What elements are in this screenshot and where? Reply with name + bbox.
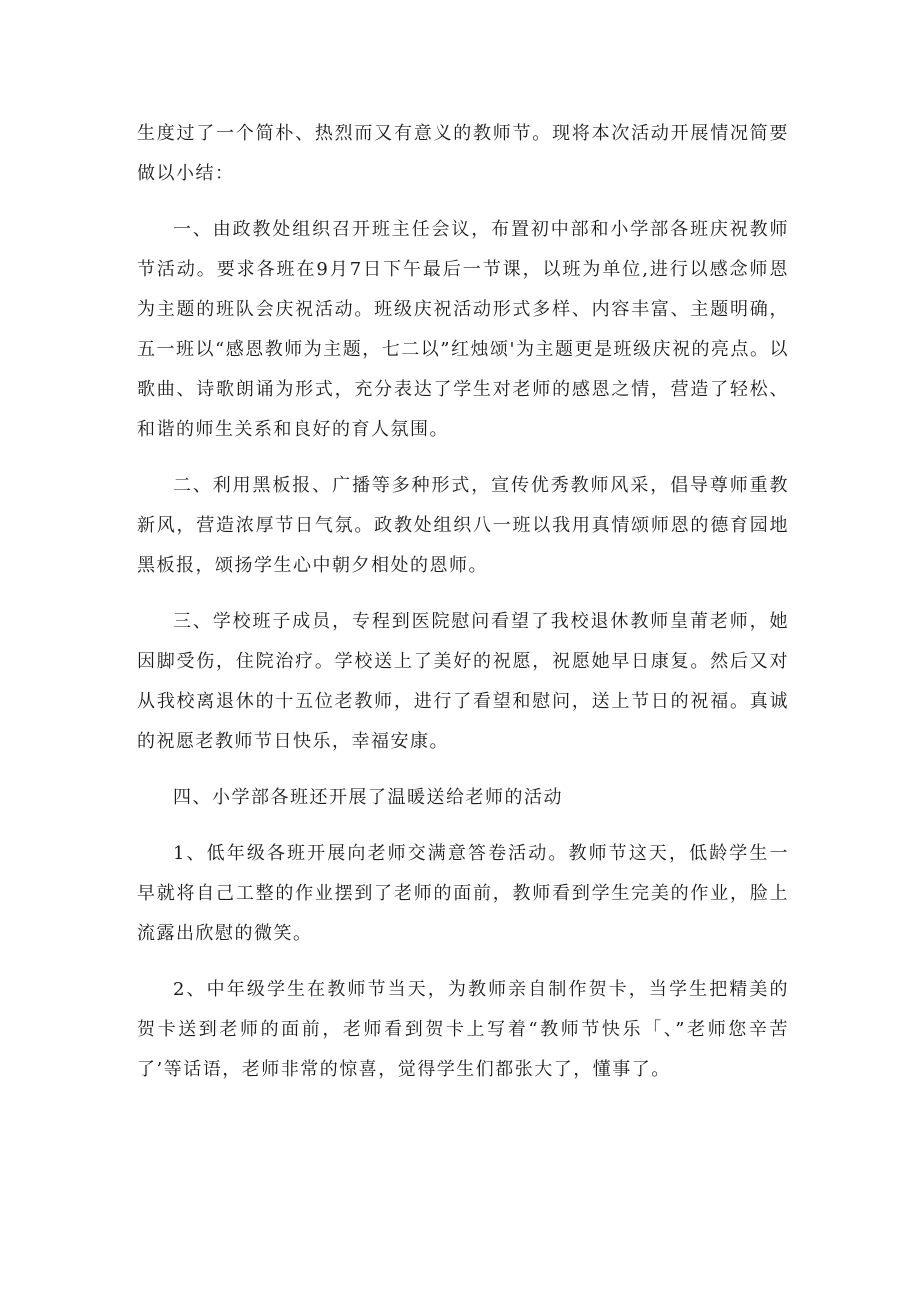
document-body <box>137 114 789 1106</box>
paragraph-intro-closing: 生度过了一个简朴、热烈而又有意义的教师节。现将本次活动开展情况简要做以小结： <box>137 123 789 184</box>
paragraph-section-two: 二、利用黑板报、广播等多种形式，宣传优秀教师风采，倡导尊师重教新风，营造浓厚节日气氛。政教处组织八一班以我用真情颂师恩的德育园地黑板报，颂扬学生心中朝夕相处的恩师。 <box>137 475 789 576</box>
paragraph-item-two: 2、中年级学生在教师节当天，为教师亲自制作贺卡，当学生把精美的贺卡送到老师的面前，老师看到贺卡上写着“教师节快乐「、”老师您辛苦了’等话语，老师非常的惊喜，觉得学生们都张大了，懂事了。 <box>137 979 789 1080</box>
paragraph-section-four-heading: 四、小学部各班还开展了温暖送给老师的活动 <box>173 787 563 808</box>
paragraph-section-one: 一、由政教处组织召开班主任会议，布置初中部和小学部各班庆祝教师节活动。要求各班在9月7日下午最后一节课，以班为单位,进行以感念师恩为主题的班队会庆祝活动。班级庆祝活动形式多样、内容丰富、主题明确，五一班以“感恩教师为主题，七二以”红烛颂'为主题更是班级庆祝的亮点。以歌曲、诗歌朗诵为形式，充分表达了学生对老师的感恩之情，营造了轻松、和谐的师生关系和良好的育人氛围。 <box>137 219 789 440</box>
paragraph-section-three: 三、学校班子成员，专程到医院慰问看望了我校退休教师皇莆老师，她因脚受伤，住院治疗。学校送上了美好的祝愿，祝愿她早日康复。然后又对从我校离退休的十五位老教师，进行了看望和慰问，送上节日的祝福。真诚的祝愿老教师节日快乐，幸福安康。 <box>137 611 789 752</box>
paragraph-item-one: 1、低年级各班开展向老师交满意答卷活动。教师节这天，低龄学生一早就将自己工整的作业摆到了老师的面前，教师看到学生完美的作业，脸上流露出欣慰的微笑。 <box>137 843 789 944</box>
